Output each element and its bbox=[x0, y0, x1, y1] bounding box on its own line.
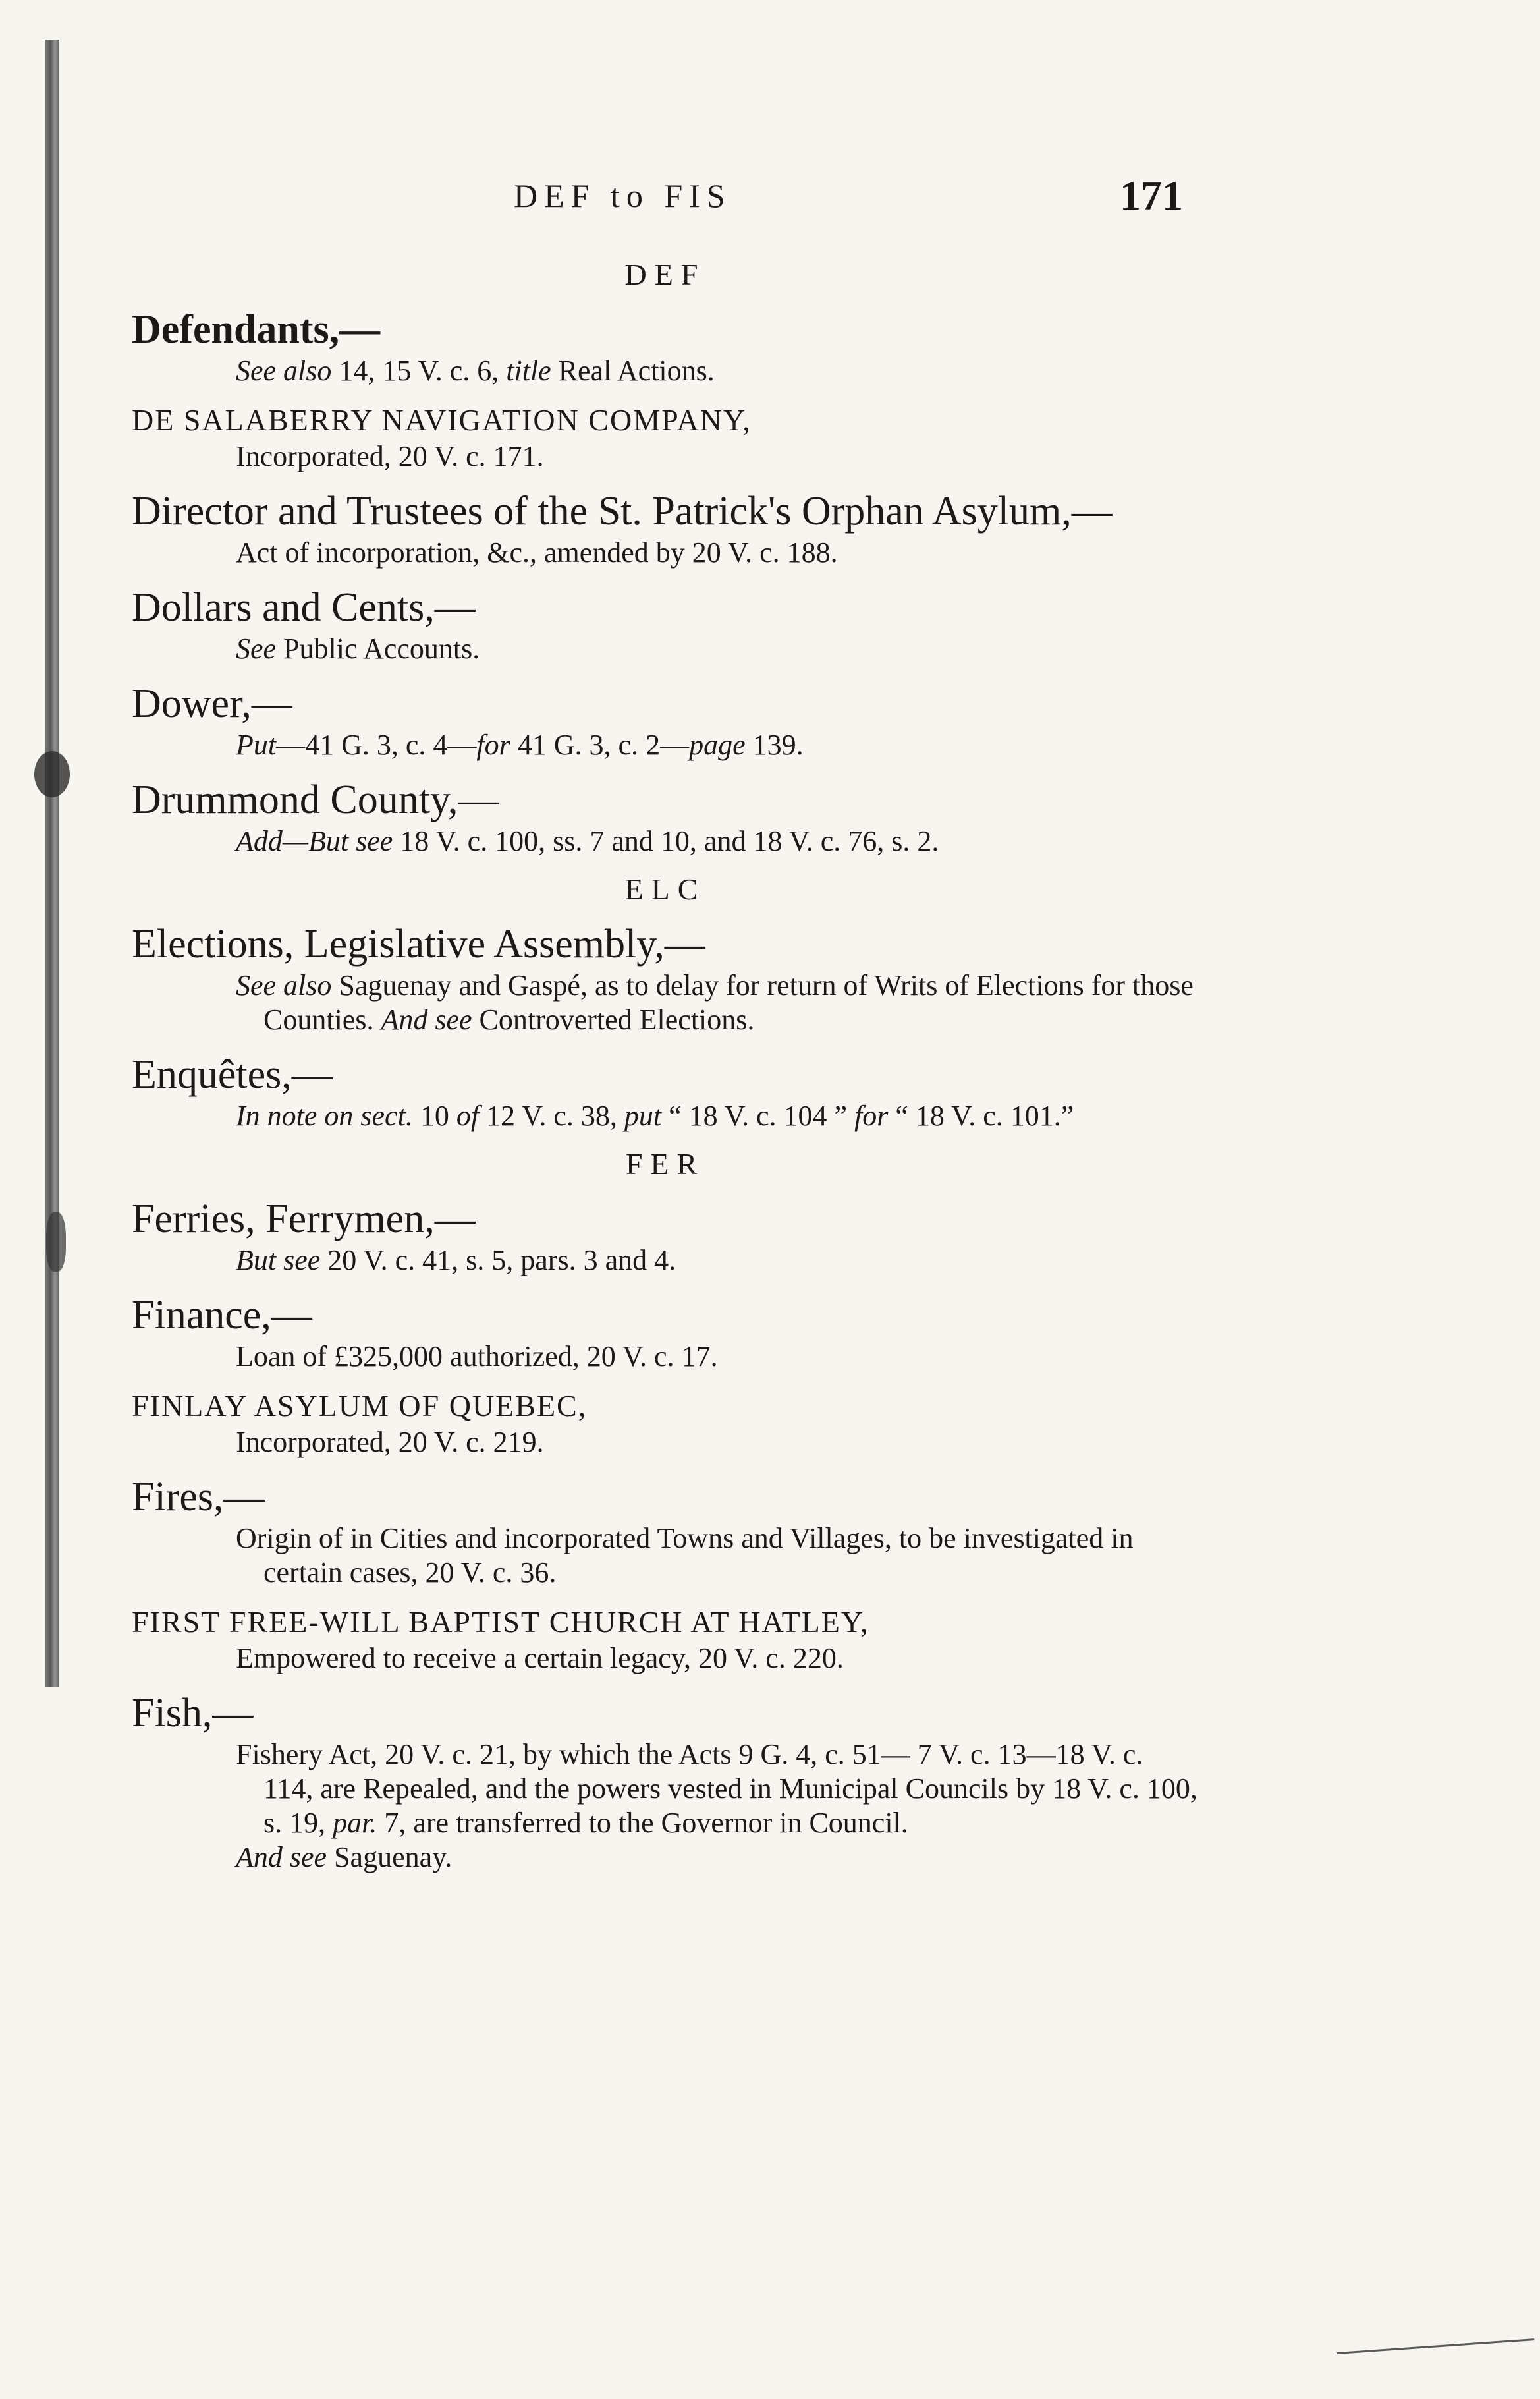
entry-reference bbox=[132, 1099, 1199, 1133]
index-entry bbox=[132, 1050, 1199, 1133]
entry-reference bbox=[132, 1340, 1199, 1374]
binding-thread-knot bbox=[34, 751, 70, 797]
running-header bbox=[0, 172, 1540, 229]
reference-text: Add—But see bbox=[236, 825, 393, 857]
entry-reference bbox=[132, 632, 1199, 666]
index-entry bbox=[132, 1473, 1199, 1590]
reference-text: Loan of £325,000 authorized, 20 V. c. 17. bbox=[236, 1340, 718, 1372]
reference-text: 18 V. c. 100, ss. 7 and 10, and 18 V. c. 76, s. 2. bbox=[393, 825, 939, 857]
entry-title: Dower,— bbox=[132, 681, 292, 726]
reference-text: 10 bbox=[412, 1100, 456, 1132]
section-heading: ELC bbox=[624, 872, 706, 906]
entry-title: Enquêtes,— bbox=[132, 1052, 333, 1097]
entry-title: Defendants,— bbox=[132, 307, 381, 352]
reference-text: 41 G. 3, c. 2— bbox=[510, 729, 690, 761]
entry-reference bbox=[132, 1737, 1199, 1840]
entry-reference bbox=[132, 1840, 1199, 1875]
reference-text: par. bbox=[333, 1807, 377, 1839]
section-heading: FER bbox=[625, 1147, 705, 1181]
entry-reference bbox=[132, 536, 1199, 570]
reference-text: Incorporated, 20 V. c. 171. bbox=[236, 440, 544, 472]
reference-text: Origin of in Cities and incorporated Towns and Villages, to be investigated in certain cases, 20 V. c. 36. bbox=[236, 1522, 1134, 1589]
reference-text: put bbox=[624, 1100, 662, 1132]
entry-reference bbox=[132, 354, 1199, 388]
reference-text: 20 V. c. 41, s. 5, pars. 3 and 4. bbox=[320, 1244, 676, 1276]
reference-text: 7, are transferred to the Governor in Council. bbox=[377, 1807, 908, 1839]
reference-text: title bbox=[506, 354, 551, 387]
reference-text: And see bbox=[236, 1841, 327, 1873]
binding-thread-mark bbox=[46, 1212, 66, 1272]
reference-text: Act of incorporation, &c., amended by 20 V. c. 188. bbox=[236, 536, 838, 569]
reference-text: Public Accounts. bbox=[276, 633, 480, 665]
section-heading: DEF bbox=[624, 258, 706, 291]
page-number: 171 bbox=[1120, 172, 1183, 219]
entry-title: Elections, Legislative Assembly,— bbox=[132, 922, 705, 967]
entry-title: DE SALABERRY NAVIGATION COMPANY, bbox=[132, 403, 752, 437]
entry-title: Director and Trustees of the St. Patrick's Orphan Asylum,— bbox=[132, 489, 1113, 534]
reference-text: In note on sect. bbox=[236, 1100, 413, 1132]
reference-text: “ 18 V. c. 101.” bbox=[888, 1100, 1074, 1132]
index-entry bbox=[132, 401, 1199, 474]
index-content bbox=[132, 250, 1199, 1888]
reference-text: 14, 15 V. c. 6, bbox=[331, 354, 507, 387]
reference-text: of bbox=[456, 1100, 480, 1132]
entry-title: FIRST FREE-WILL BAPTIST CHURCH AT HATLEY, bbox=[132, 1605, 869, 1639]
reference-text: Put bbox=[236, 729, 277, 761]
index-entry bbox=[132, 1603, 1199, 1676]
reference-text: And see bbox=[381, 1003, 472, 1036]
index-entry bbox=[132, 1291, 1199, 1374]
pencil-stroke bbox=[1337, 2338, 1534, 2354]
reference-text: —41 G. 3, c. 4— bbox=[276, 729, 477, 761]
reference-text: for bbox=[476, 729, 510, 761]
reference-text: Saguenay. bbox=[327, 1841, 453, 1873]
index-entry bbox=[132, 1689, 1199, 1875]
index-entry bbox=[132, 776, 1199, 859]
index-entry bbox=[132, 583, 1199, 666]
index-entry bbox=[132, 679, 1199, 762]
book-binding-edge bbox=[45, 40, 59, 1687]
entry-reference bbox=[132, 969, 1199, 1037]
reference-text: “ 18 V. c. 104 ” bbox=[661, 1100, 855, 1132]
reference-text: 12 V. c. 38, bbox=[479, 1100, 624, 1132]
entry-title: Fish,— bbox=[132, 1691, 254, 1736]
reference-text: Fishery Act, 20 V. c. 21, by which the Acts 9 G. 4, c. 51— 7 V. c. 13—18 V. c. 114, are Repealed, and the powers vested in Municipal Councils by 18 V. c. 100, s. 19, bbox=[236, 1738, 1197, 1839]
reference-text: Empowered to receive a certain legacy, 20 V. c. 220. bbox=[236, 1642, 844, 1674]
entry-title: Ferries, Ferrymen,— bbox=[132, 1197, 476, 1241]
entry-title: Finance,— bbox=[132, 1293, 312, 1338]
reference-text: See bbox=[236, 633, 277, 665]
index-entry bbox=[132, 305, 1199, 388]
reference-text: Real Actions. bbox=[551, 354, 715, 387]
index-entry bbox=[132, 1387, 1199, 1459]
entry-reference bbox=[132, 1425, 1199, 1459]
index-entry bbox=[132, 487, 1199, 570]
index-entry bbox=[132, 1195, 1199, 1278]
entry-title: Dollars and Cents,— bbox=[132, 585, 476, 630]
reference-text: But see bbox=[236, 1244, 321, 1276]
reference-text: Saguenay and Gaspé, as to delay for return of Writs of Elections for those Counties. bbox=[263, 969, 1194, 1036]
entry-reference bbox=[132, 1521, 1199, 1590]
entry-reference bbox=[132, 439, 1199, 474]
entry-reference bbox=[132, 728, 1199, 762]
reference-text: 139. bbox=[745, 729, 804, 761]
reference-text: for bbox=[854, 1100, 889, 1132]
entry-reference bbox=[132, 1243, 1199, 1278]
entry-title: Fires,— bbox=[132, 1475, 265, 1519]
reference-text: page bbox=[689, 729, 746, 761]
entry-title: Drummond County,— bbox=[132, 777, 499, 822]
reference-text: Controverted Elections. bbox=[472, 1003, 755, 1036]
index-entry bbox=[132, 920, 1199, 1037]
running-title: DEF to FIS bbox=[514, 177, 732, 214]
reference-text: See also bbox=[236, 969, 332, 1002]
entry-reference bbox=[132, 824, 1199, 859]
entry-reference bbox=[132, 1641, 1199, 1676]
reference-text: See also bbox=[236, 354, 332, 387]
reference-text: Incorporated, 20 V. c. 219. bbox=[236, 1426, 544, 1458]
entry-title: FINLAY ASYLUM OF QUEBEC, bbox=[132, 1389, 588, 1423]
